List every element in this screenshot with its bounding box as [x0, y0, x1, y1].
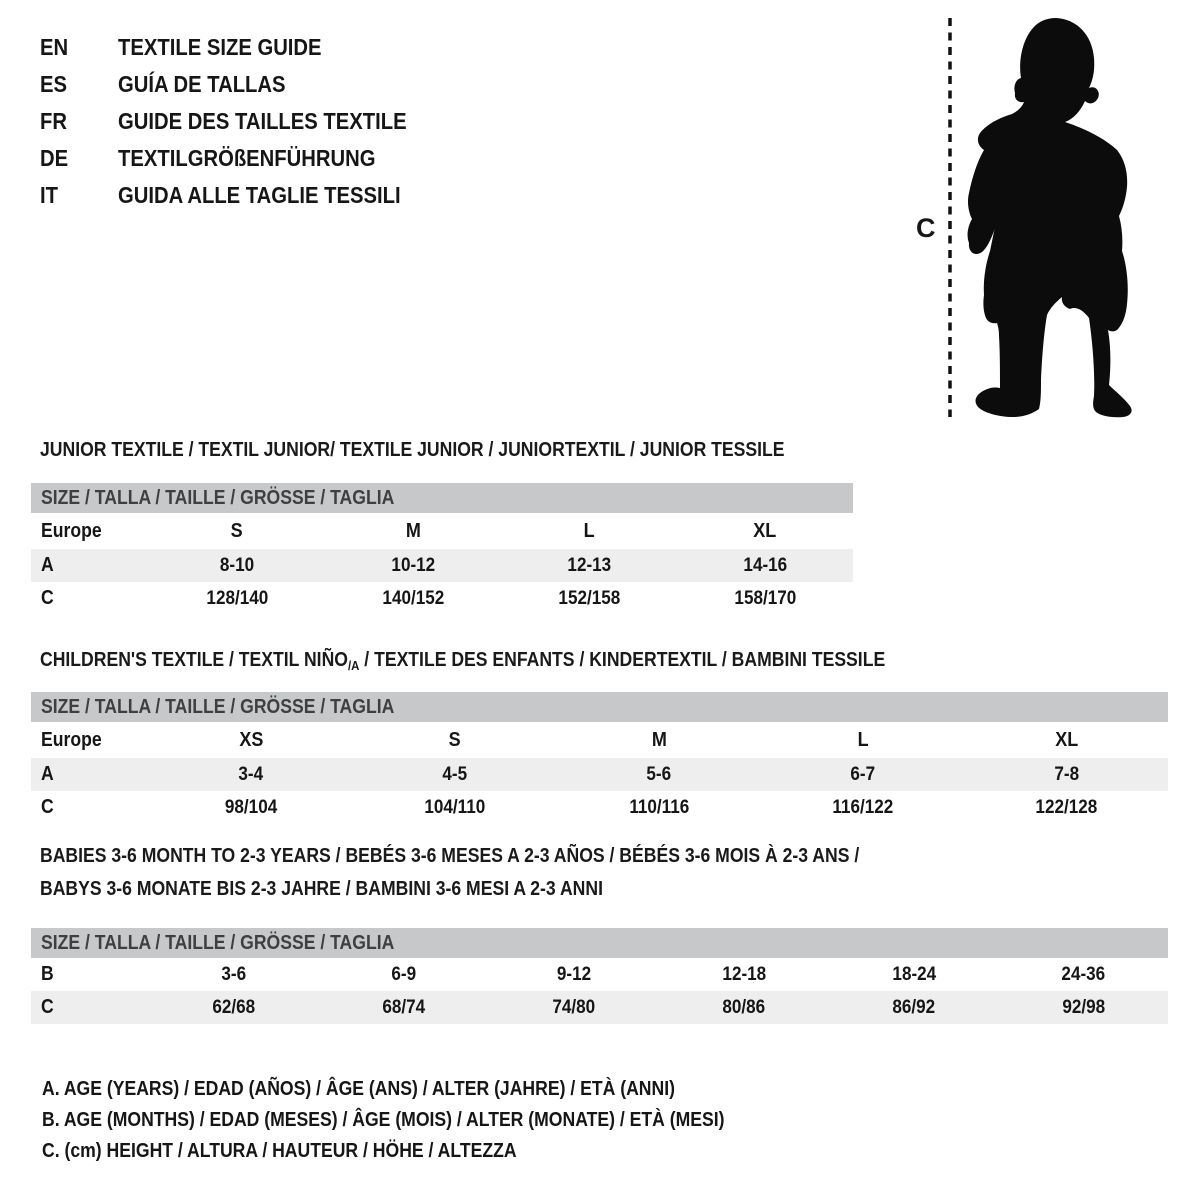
- legend-item-age-years: A. AGE (YEARS) / EDAD (AÑOS) / ÂGE (ANS) / ALTER (JAHRE) / ETÀ (ANNI): [42, 1078, 675, 1100]
- table-cell: 10-12: [391, 554, 435, 576]
- column-header: S: [230, 519, 244, 542]
- table-cell: 9-12: [556, 963, 592, 985]
- junior-size-header-bar: [31, 483, 853, 513]
- column-header: Europe: [41, 519, 102, 542]
- size-header-text: SIZE / TALLA / TAILLE / GRÖSSE / TAGLIA: [41, 696, 395, 718]
- language-code: DE: [40, 145, 69, 171]
- table-cell: 6-7: [850, 763, 876, 785]
- table-cell: 158/170: [734, 587, 796, 609]
- table-row-age: [31, 758, 1168, 791]
- column-header: L: [583, 519, 595, 542]
- babies-title-line1: BABIES 3-6 MONTH TO 2-3 YEARS / BEBÉS 3-6 MESES A 2-3 AÑOS / BÉBÉS 3-6 MOIS À 2-3 ANS /: [40, 845, 860, 867]
- language-title: TEXTILGRÖßENFÜHRUNG: [118, 145, 376, 171]
- column-header: Europe: [41, 728, 102, 751]
- row-label: A: [41, 554, 54, 576]
- table-header-row: [31, 722, 1168, 758]
- table-cell: 14-16: [743, 554, 787, 576]
- table-header-row: [31, 513, 853, 549]
- table-row-height: [31, 791, 1168, 824]
- table-cell: 152/158: [558, 587, 620, 609]
- table-row-height: [31, 582, 853, 615]
- table-cell: 128/140: [206, 587, 268, 609]
- column-header: M: [651, 728, 667, 751]
- table-cell: 3-4: [238, 763, 264, 785]
- table-cell: 5-6: [646, 763, 672, 785]
- table-cell: 7-8: [1054, 763, 1079, 785]
- table-cell: 4-5: [442, 763, 468, 785]
- table-cell: 104/110: [424, 796, 486, 818]
- language-code: ES: [40, 71, 68, 97]
- table-cell: 92/98: [1062, 996, 1105, 1018]
- row-label: C: [41, 796, 54, 818]
- language-title: GUIDA ALLE TAGLIE TESSILI: [118, 182, 401, 208]
- table-cell: 74/80: [552, 996, 596, 1018]
- row-label: B: [41, 963, 54, 985]
- table-cell: 62/68: [212, 996, 256, 1018]
- language-code: IT: [40, 182, 58, 208]
- legend-item-age-months: B. AGE (MONTHS) / EDAD (MESES) / ÂGE (MOIS) / ALTER (MONATE) / ETÀ (MESI): [42, 1109, 725, 1131]
- table-cell: 18-24: [892, 963, 936, 985]
- babies-title-line2: BABYS 3-6 MONATE BIS 2-3 JAHRE / BAMBINI 3-6 MESI A 2-3 ANNI: [40, 878, 603, 900]
- table-cell: 86/92: [892, 996, 936, 1018]
- babies-size-table: [31, 958, 1168, 1024]
- column-header: XS: [238, 728, 264, 751]
- table-cell: 8-10: [219, 554, 255, 576]
- children-section-title: CHILDREN'S TEXTILE / TEXTIL $NIÑO_{/A}$ / TEXTILE DES ENFANTS / KINDERTEXTIL / BAMBINI TESSILE: [40, 649, 886, 673]
- column-header: S: [448, 728, 462, 751]
- column-header: XL: [1054, 728, 1079, 751]
- children-size-table: [31, 722, 1168, 824]
- toddler-silhouette-figure: [880, 0, 1200, 430]
- language-code: FR: [40, 108, 67, 134]
- table-cell: 3-6: [221, 963, 247, 985]
- size-header-text: SIZE / TALLA / TAILLE / GRÖSSE / TAGLIA: [41, 932, 395, 954]
- table-row-age: [31, 549, 853, 582]
- table-cell: 12-13: [567, 554, 611, 576]
- language-title: GUIDE DES TAILLES TEXTILE: [118, 108, 407, 134]
- legend-item-height: C. (cm) HEIGHT / ALTURA / HAUTEUR / HÖHE / ALTEZZA: [42, 1140, 517, 1162]
- row-label: A: [41, 763, 54, 785]
- column-header: L: [857, 728, 869, 751]
- toddler-silhouette-icon: [968, 18, 1132, 417]
- babies-size-header-bar: [31, 928, 1168, 958]
- table-cell: 68/74: [382, 996, 426, 1018]
- height-measure-label: C: [916, 213, 936, 243]
- junior-section-title: JUNIOR TEXTILE / TEXTIL JUNIOR/ TEXTILE JUNIOR / JUNIORTEXTIL / JUNIOR TESSILE: [40, 439, 785, 461]
- nino-a-subscript: /A: [347, 658, 360, 673]
- table-cell: 12-18: [722, 963, 766, 985]
- table-row-height: [31, 991, 1168, 1024]
- size-header-text: SIZE / TALLA / TAILLE / GRÖSSE / TAGLIA: [41, 487, 395, 509]
- table-cell: 6-9: [391, 963, 417, 985]
- table-cell: 98/104: [224, 796, 278, 818]
- table-cell: 140/152: [382, 587, 444, 609]
- table-cell: 24-36: [1061, 963, 1106, 985]
- table-row-age-months: [31, 958, 1168, 991]
- babies-section-title: [40, 840, 971, 906]
- table-cell: 110/116: [629, 796, 689, 818]
- column-header: M: [405, 519, 421, 542]
- children-size-header-bar: [31, 692, 1168, 722]
- language-code: EN: [40, 34, 69, 60]
- column-header: XL: [753, 519, 777, 542]
- junior-size-table: [31, 513, 853, 615]
- row-label: C: [41, 587, 54, 609]
- table-cell: 116/122: [832, 796, 894, 818]
- row-label: C: [41, 996, 54, 1018]
- table-cell: 80/86: [722, 996, 766, 1018]
- table-cell: 122/128: [1035, 796, 1098, 818]
- language-title: TEXTILE SIZE GUIDE: [118, 34, 322, 60]
- language-title: GUÍA DE TALLAS: [118, 71, 286, 97]
